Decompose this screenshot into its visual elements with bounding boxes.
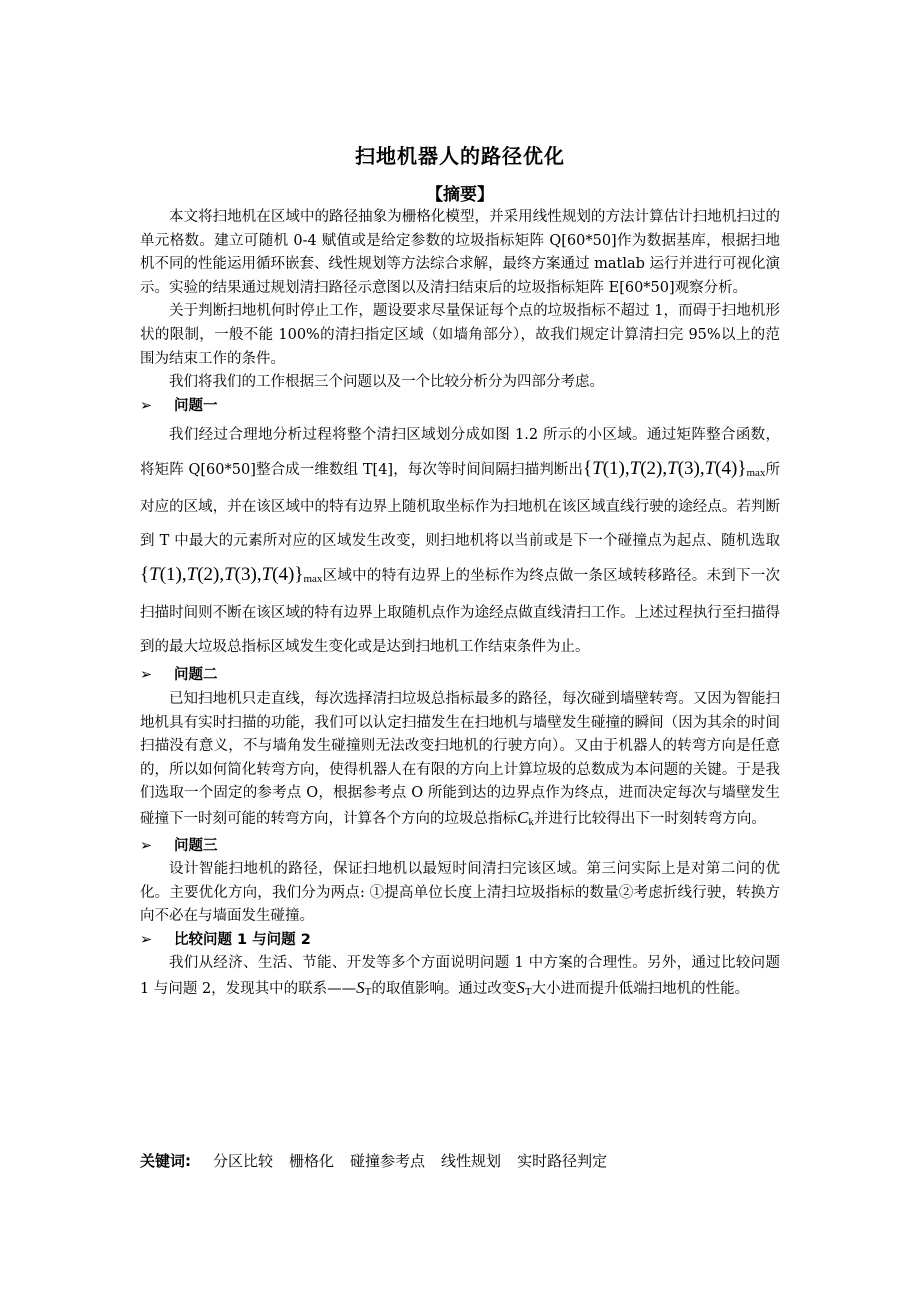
keyword-item: 线性规划 <box>441 1152 502 1170</box>
section-label-3: 问题三 <box>174 837 218 854</box>
keyword-item: 分区比较 <box>213 1152 274 1170</box>
paragraph-problem-2 <box>140 688 780 835</box>
paragraph-problem-1 <box>140 418 780 664</box>
bullet-arrow-icon: ➢ <box>140 931 153 948</box>
formula2-max-subscript: max <box>303 573 323 586</box>
brace-close: } <box>737 458 747 480</box>
formula-t4-arg: (4) <box>715 458 738 480</box>
keywords-label: 关键词: <box>140 1152 191 1170</box>
formula2-t3-arg: (3), <box>234 564 262 586</box>
formula-t1: T <box>592 458 603 480</box>
symbol-ck <box>517 808 534 827</box>
formula2-t4: T <box>261 564 273 586</box>
keywords-line <box>140 1150 780 1171</box>
formula-t2: T <box>629 458 641 480</box>
text-p1-part-c: 区域中的特有边界上的坐标作为终点做一条区域转移路径。未到下一次扫描时间则不断在该区域的特有边界上取随机点作为途经点做直线清扫工作。上述过程执行至扫描得到的最大垃圾总指标区域发生变化或是达到扫地机工作结束条件为止。 <box>140 568 780 656</box>
text-p1-part-a: 我们经过合理地分析过程将整个清扫区域划分成如图 1.2 所示的小区域。通过矩阵整合函数，将矩阵 Q[60*50]整合成一维数组 T[4]，每次等时间间隔扫描判断出 <box>140 427 780 479</box>
abstract-heading: 【摘要】 <box>426 185 494 205</box>
keyword-item: 碰撞参考点 <box>350 1152 426 1170</box>
text-p4-part-b: 的取值影响。通过改变 <box>371 981 517 998</box>
formula-max-subscript: max <box>746 467 766 480</box>
formula-t3: T <box>667 458 678 480</box>
text-p1-part-b: 所对应的区域，并在该区域中的特有边界上随机取坐标作为扫地机在该区域直线行驶的途经点。若判断到 T 中最大的元素所对应的区域发生改变，则扫地机将以当前或是下一个碰撞点为起点、随机选取 <box>140 462 781 550</box>
brace-open: { <box>583 458 593 480</box>
keyword-item: 栅格化 <box>289 1152 335 1170</box>
symbol-ck-sub: k <box>528 815 534 828</box>
formula-t-max <box>583 458 765 479</box>
symbol-st-2 <box>516 978 531 997</box>
formula2-t1: T <box>149 564 160 586</box>
text-p2-part-b: 并进行比较得出下一时刻转弯方向。 <box>533 810 766 827</box>
abstract-body <box>140 206 780 1005</box>
formula-t-max-2 <box>140 564 322 585</box>
symbol-st2-sub: T <box>524 986 532 999</box>
symbol-st-sub: T <box>364 986 372 999</box>
symbol-ck-main: C <box>517 807 529 827</box>
formula2-t3: T <box>224 564 235 586</box>
section-heading-4 <box>140 929 780 953</box>
section-label-2: 问题二 <box>174 667 218 684</box>
bullet-arrow-icon: ➢ <box>140 397 153 414</box>
paragraph-problem-3: 设计智能扫地机的路径，保证扫地机以最短时间清扫完该区域。第三问实际上是对第二问的优化。主要优化方向，我们分为两点: ①提高单位长度上清扫垃圾指标的数量②考虑折线行驶，转换方向不必在与墙面发生碰撞。 <box>140 861 780 925</box>
text-p2-part-a: 已知扫地机只走直线，每次选择清扫垃圾总指标最多的路径，每次碰到墙壁转弯。又因为智能扫地机具有实时扫描的功能，我们可以认定扫描发生在扫地机与墙壁发生碰撞的瞬间（因为其余的时间扫描没有意义，不与墙角发生碰撞则无法改变扫地机的行驶方向）。又由于机器人的转弯方向是任意的，所以如何简化转弯方向，使得机器人在有限的方向上计算垃圾的总数成为本问题的关键。于是我们选取一个固定的参考点 O，根据参考点 O 所能到达的边界点作为终点，进而决定每次与墙壁发生碰撞下一时刻可能的转弯方向，计算各个方向的垃圾总指标 <box>140 690 780 827</box>
text-p4-part-a: 我们从经济、生活、节能、开发等多个方面说明问题 1 中方案的合理性。另外，通过比较问题 1 与问题 2，发现其中的联系—— <box>140 955 780 998</box>
formula-t4: T <box>704 458 716 480</box>
section-label-4: 比较问题 1 与问题 2 <box>174 931 311 948</box>
section-label-1: 问题一 <box>174 397 218 414</box>
symbol-st-main: S <box>356 978 365 998</box>
paragraph-comparison <box>140 952 780 1004</box>
formula2-t2: T <box>186 564 198 586</box>
symbol-st2-main: S <box>516 978 525 998</box>
bullet-arrow-icon: ➢ <box>140 667 153 684</box>
paper-title: 扫地机器人的路径优化 <box>355 144 565 168</box>
paragraph-intro: 本文将扫地机在区域中的路径抽象为栅格化模型，并采用线性规划的方法计算估计扫地机扫过的单元格数。建立可随机 0-4 赋值或是给定参数的垃圾指标矩阵 Q[60*50]作为数据基库，根据扫地机不同的性能运用循环嵌套、线性规划等方法综合求解，最终方案通过 matlab 运行并进行可视化演示。实验的结果通过规划清扫路径示意图以及清扫结束后的垃圾指标矩阵 E[60*50]观察分析。 <box>140 209 780 296</box>
keyword-item: 实时路径判定 <box>517 1152 608 1170</box>
text-p4-part-c: 大小进而提升低端扫地机的性能。 <box>531 981 750 998</box>
formula2-t4-arg: (4) <box>272 564 295 586</box>
paragraph-overview: 我们将我们的工作根据三个问题以及一个比较分析分为四部分考虑。 <box>169 374 604 391</box>
section-heading-3 <box>140 835 780 859</box>
section-heading-1 <box>140 395 780 419</box>
paragraph-stop-condition: 关于判断扫地机何时停止工作，题设要求尽量保证每个点的垃圾指标不超过 1，而碍于扫地机形状的限制，一般不能 100%的清扫指定区域（如墙角部分），故我们规定计算清扫完 95%以上的范围为结束工作的条件。 <box>140 303 780 367</box>
section-heading-2 <box>140 664 780 688</box>
formula2-t2-arg: (2), <box>197 564 225 586</box>
formula-t3-arg: (3), <box>677 458 705 480</box>
brace-close-2: } <box>294 564 304 586</box>
brace-open-2: { <box>140 564 150 586</box>
formula-t2-arg: (2), <box>640 458 668 480</box>
formula2-t1-arg: (1), <box>159 564 187 586</box>
symbol-st <box>356 978 371 997</box>
bullet-arrow-icon: ➢ <box>140 837 153 854</box>
formula-t1-arg: (1), <box>602 458 630 480</box>
